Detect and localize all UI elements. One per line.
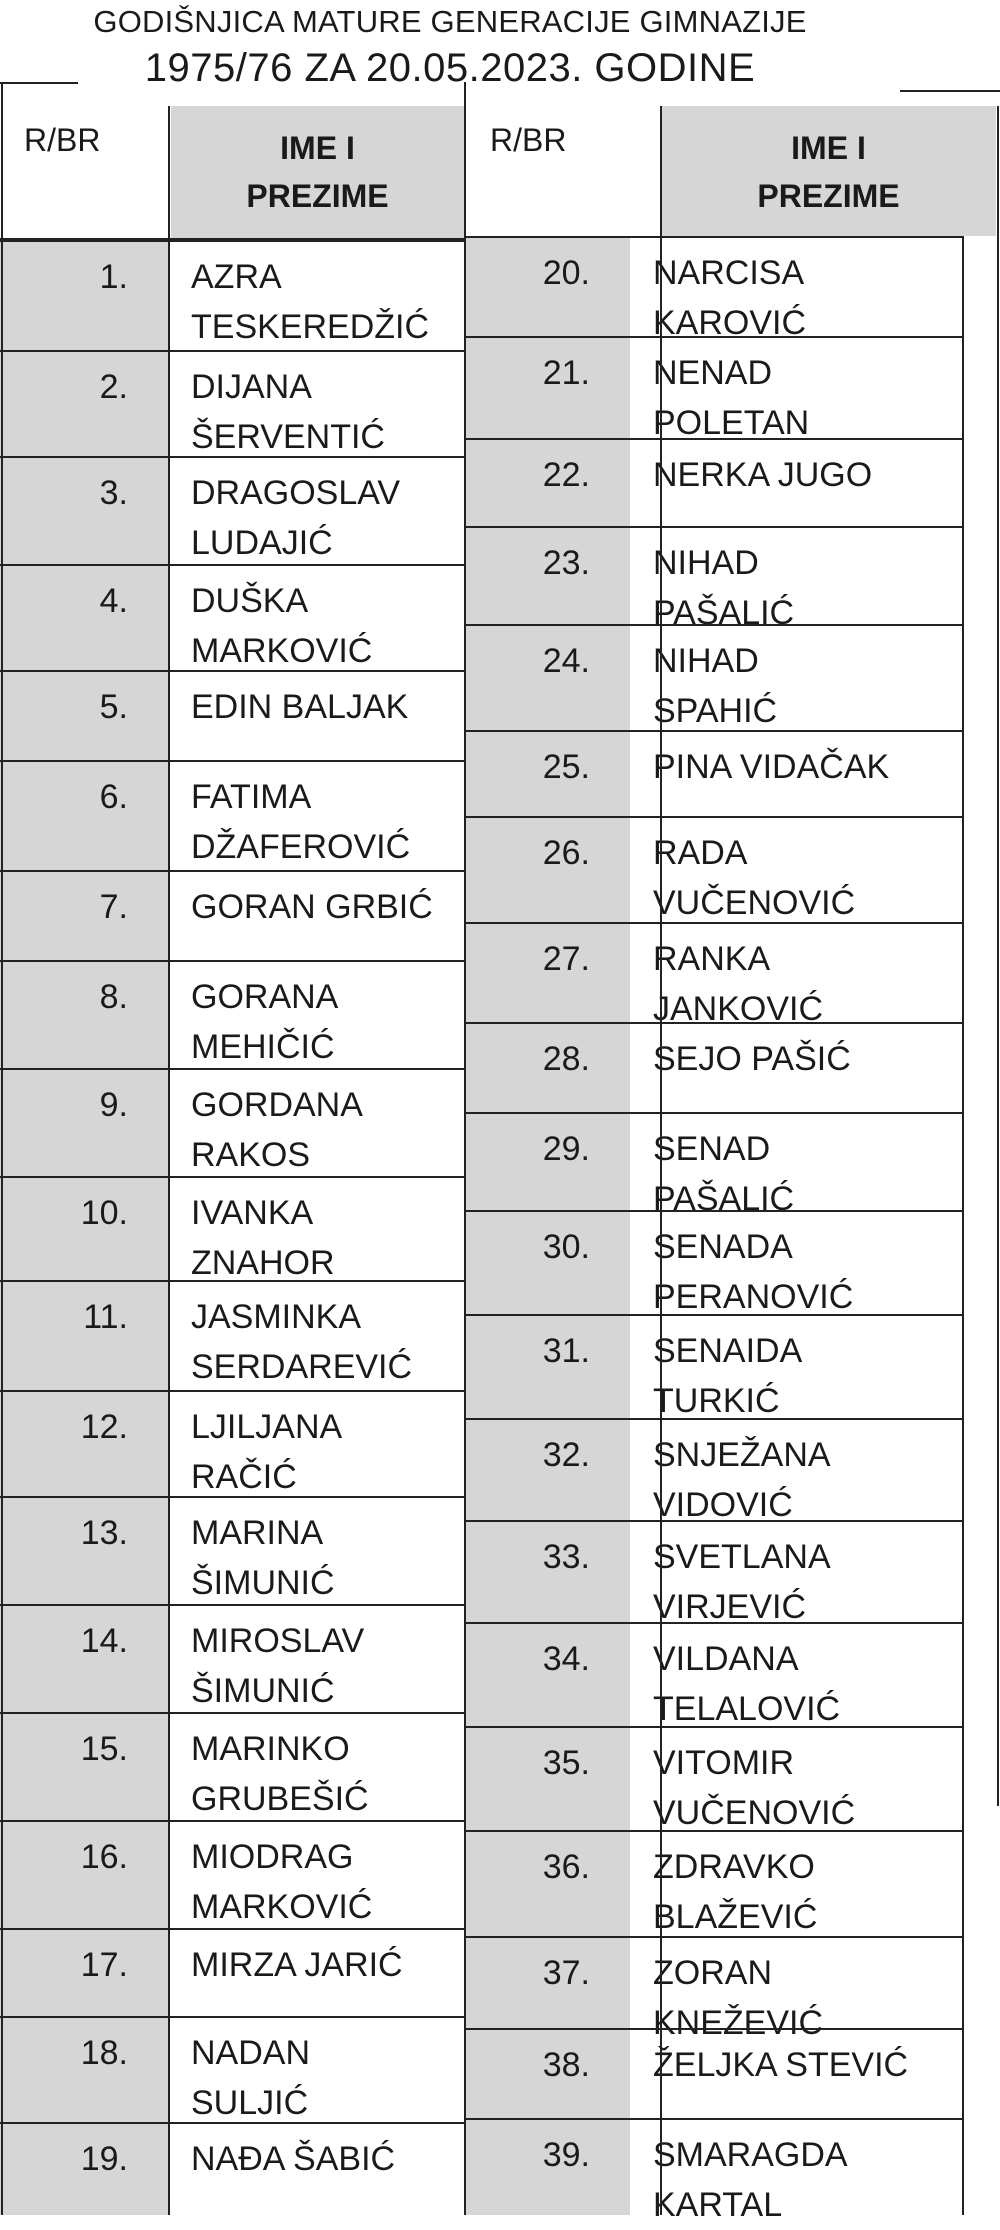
row-number: 7. [0, 872, 168, 960]
person-name: JASMINKA SERDAREVIĆ [191, 1298, 413, 1386]
row-divider [466, 1022, 964, 1024]
row-divider [0, 1390, 464, 1392]
row-divider [0, 2016, 464, 2018]
person-name: FATIMA DŽAFEROVIĆ [191, 778, 411, 866]
person-name: AZRA TESKEREDŽIĆ [191, 258, 430, 346]
row-number: 1. [0, 242, 168, 350]
left-header-rbr: R/BR [24, 122, 101, 158]
person-name: DUŠKA MARKOVIĆ [191, 582, 373, 670]
column-divider [997, 106, 999, 1806]
row-divider [466, 1936, 964, 1938]
row-number: 19. [0, 2124, 168, 2215]
row-number: 20. [466, 238, 630, 336]
person-name: NAĐA ŠABIĆ [191, 2140, 396, 2178]
row-divider [0, 1820, 464, 1822]
person-name: VITOMIR VUČENOVIĆ [653, 1744, 856, 1832]
person-name: SENAIDA TURKIĆ [653, 1332, 803, 1420]
row-number: 28. [466, 1024, 630, 1112]
row-divider [466, 438, 964, 440]
person-name: NIHAD SPAHIĆ [653, 642, 778, 730]
row-number: 39. [466, 2120, 630, 2215]
person-name: SNJEŽANA VIDOVIĆ [653, 1436, 831, 1524]
row-number: 8. [0, 962, 168, 1068]
person-name: RADA VUČENOVIĆ [653, 834, 856, 922]
column-divider [660, 106, 662, 2215]
row-number: 17. [0, 1930, 168, 2016]
row-number: 16. [0, 1822, 168, 1928]
row-divider [466, 2028, 964, 2030]
person-name: SENAD PAŠALIĆ [653, 1130, 795, 1218]
person-name: ZDRAVKO BLAŽEVIĆ [653, 1848, 818, 1936]
row-number: 37. [466, 1938, 630, 2028]
row-number: 18. [0, 2018, 168, 2122]
person-name: MIROSLAV ŠIMUNIĆ [191, 1622, 365, 1710]
person-name: NIHAD PAŠALIĆ [653, 544, 795, 632]
row-divider [466, 336, 964, 338]
row-divider [466, 1112, 964, 1114]
column-divider [464, 82, 466, 2215]
row-number: 25. [466, 732, 630, 816]
row-number: 4. [0, 566, 168, 670]
column-divider [168, 106, 170, 2215]
row-divider [466, 816, 964, 818]
row-number: 24. [466, 626, 630, 730]
row-divider [466, 1622, 964, 1624]
person-name: MIRZA JARIĆ [191, 1946, 403, 1984]
person-name: ZORAN KNEŽEVIĆ [653, 1954, 824, 2042]
row-number: 35. [466, 1728, 630, 1830]
row-divider [0, 240, 464, 242]
row-divider [466, 2118, 964, 2120]
right-header-name: IME I PREZIME [661, 106, 996, 236]
row-number: 9. [0, 1070, 168, 1176]
row-divider [0, 760, 464, 762]
person-name: DIJANA ŠERVENTIĆ [191, 368, 385, 456]
row-number: 15. [0, 1714, 168, 1820]
person-name: SENADA PERANOVIĆ [653, 1228, 854, 1316]
row-divider [0, 1280, 464, 1282]
row-number: 27. [466, 924, 630, 1022]
row-divider [0, 82, 78, 84]
right-header-rbr: R/BR [490, 122, 567, 158]
person-name: MIODRAG MARKOVIĆ [191, 1838, 373, 1926]
row-divider [466, 526, 964, 528]
row-divider [466, 1726, 964, 1728]
row-number: 12. [0, 1392, 168, 1496]
row-number: 30. [466, 1212, 630, 1314]
row-divider [0, 1068, 464, 1070]
row-divider [0, 456, 464, 458]
row-divider [0, 2122, 464, 2124]
row-divider [466, 624, 964, 626]
person-name: SMARAGDA KARTAL [653, 2136, 848, 2224]
person-name: LJILJANA RAČIĆ [191, 1408, 343, 1496]
row-divider [0, 1928, 464, 1930]
row-number: 10. [0, 1178, 168, 1280]
row-number: 33. [466, 1522, 630, 1622]
row-number: 32. [466, 1420, 630, 1520]
row-number: 22. [466, 440, 630, 526]
row-number: 6. [0, 762, 168, 870]
row-number: 38. [466, 2030, 630, 2118]
row-number: 11. [0, 1282, 168, 1390]
row-divider [466, 1520, 964, 1522]
row-divider [0, 1176, 464, 1178]
row-divider [466, 922, 964, 924]
row-divider [0, 1712, 464, 1714]
person-name: EDIN BALJAK [191, 688, 409, 726]
row-divider [0, 564, 464, 566]
row-divider [0, 870, 464, 872]
person-name: NADAN SULJIĆ [191, 2034, 311, 2122]
column-divider [1, 82, 3, 2215]
left-header-name: IME I PREZIME [171, 106, 464, 238]
row-divider [466, 730, 964, 732]
person-name: PINA VIDAČAK [653, 748, 890, 786]
row-number: 29. [466, 1114, 630, 1210]
row-number: 36. [466, 1832, 630, 1936]
person-name: ŽELJKA STEVIĆ [653, 2046, 909, 2084]
person-name: SEJO PAŠIĆ [653, 1040, 851, 1078]
row-divider [466, 236, 964, 238]
row-number: 3. [0, 458, 168, 564]
person-name: GORDANA RAKOS [191, 1086, 363, 1174]
row-number: 31. [466, 1316, 630, 1418]
person-name: NENAD POLETAN [653, 354, 810, 442]
person-name: DRAGOSLAV LUDAJIĆ [191, 474, 401, 562]
person-name: GORAN GRBIĆ [191, 888, 433, 926]
person-name: NARCISA KAROVIĆ [653, 254, 807, 342]
person-name: NERKA JUGO [653, 456, 873, 494]
person-name: VILDANA TELALOVIĆ [653, 1640, 841, 1728]
row-divider [466, 1830, 964, 1832]
row-number: 13. [0, 1498, 168, 1604]
row-divider [0, 670, 464, 672]
row-divider [466, 1418, 964, 1420]
row-number: 26. [466, 818, 630, 922]
column-divider [962, 236, 964, 2215]
person-name: SVETLANA VIRJEVIĆ [653, 1538, 831, 1626]
person-name: IVANKA ZNAHOR [191, 1194, 335, 1282]
row-number: 34. [466, 1624, 630, 1726]
row-number: 2. [0, 352, 168, 456]
row-number: 21. [466, 338, 630, 438]
person-name: MARINA ŠIMUNIĆ [191, 1514, 335, 1602]
row-divider [0, 1496, 464, 1498]
row-divider [466, 1314, 964, 1316]
person-name: RANKA JANKOVIĆ [653, 940, 824, 1028]
title-line-2: 1975/76 ZA 20.05.2023. GODINE [0, 46, 900, 91]
title-line-1: GODIŠNJICA MATURE GENERACIJE GIMNAZIJE [93, 4, 807, 39]
row-divider [0, 960, 464, 962]
row-number: 5. [0, 672, 168, 760]
row-number: 14. [0, 1606, 168, 1712]
row-divider [0, 1604, 464, 1606]
person-name: GORANA MEHIČIĆ [191, 978, 339, 1066]
row-number: 23. [466, 528, 630, 624]
row-divider [900, 90, 1000, 92]
row-divider [0, 350, 464, 352]
person-name: MARINKO GRUBEŠIĆ [191, 1730, 369, 1818]
row-divider [466, 1210, 964, 1212]
